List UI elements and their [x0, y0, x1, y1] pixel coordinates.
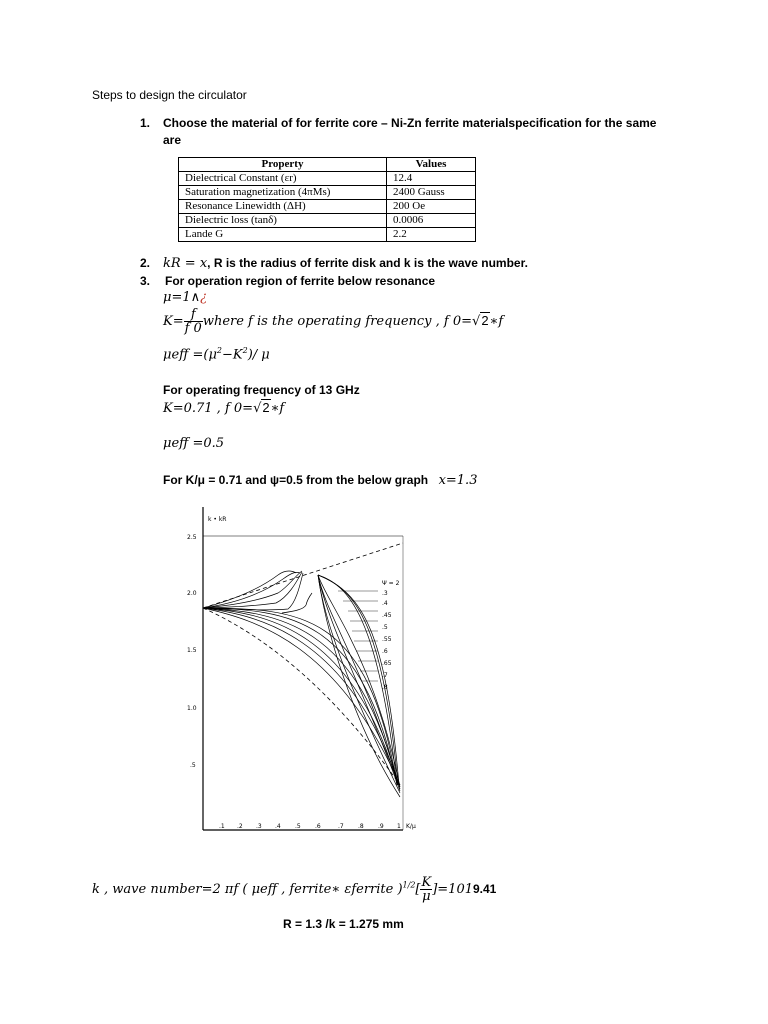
x-tick-label: .3: [256, 823, 262, 830]
equation-k-numerator: f: [184, 308, 203, 322]
wave-number-denominator: μ: [422, 889, 431, 904]
y-tick-label: 2.0: [187, 590, 197, 597]
curve-right: [318, 575, 400, 789]
equation-mu-main: μ=1∧: [163, 290, 201, 305]
curve-upper: [203, 571, 296, 608]
wave-number-left: k , wave number=2 πf ( μeff , ferrite∗ εferrite ): [92, 882, 403, 897]
step2-line: [163, 254, 528, 272]
curve-upper: [203, 572, 300, 608]
series-label: .8: [382, 684, 388, 691]
series-label: .65: [382, 660, 392, 667]
y-tick-label: 1.5: [187, 647, 197, 654]
equation-k-tail: ∗f: [489, 314, 504, 329]
x-tick-label: .5: [295, 823, 301, 830]
equation-k-value-left: K=0.71 , f 0=: [163, 401, 254, 416]
equation-mu-symbol: ¿: [200, 290, 208, 305]
x-tick-label: .9: [378, 823, 384, 830]
table-cell-property: Lande G: [179, 228, 387, 242]
series-label: .4: [382, 600, 388, 607]
wave-number-equation: [92, 876, 496, 903]
step1-text-line2: are: [163, 133, 182, 147]
equation-mueff: [163, 346, 270, 362]
equation-k-fraction: [184, 308, 203, 335]
table-row: [179, 200, 476, 214]
graph-y-label: k • kR: [208, 516, 227, 523]
curve-upper: [282, 593, 312, 613]
table-cell-value: 0.0006: [387, 214, 476, 228]
table-header-values: Values: [387, 158, 476, 172]
wave-number-exponent: 1/2: [402, 880, 416, 890]
equation-mueff-sup2: 2: [242, 346, 248, 355]
operating-frequency-text: For operating frequency of 13 GHz: [163, 383, 360, 397]
table-row: [179, 172, 476, 186]
equation-mueff-end: )/ μ: [247, 347, 270, 363]
x-axis-label: K/μ: [406, 823, 416, 830]
y-tick-label: 1.0: [187, 705, 197, 712]
equation-k-value-tail: ∗f: [270, 401, 285, 416]
curve-lower: [203, 608, 398, 785]
y-tick-label: .5: [190, 762, 196, 769]
equation-mu: [163, 290, 207, 305]
equation-k: K= $\frac{f}{f 0}$ where f is the operating frequency , f 0=√2∗f: [163, 307, 504, 336]
table-row: [179, 228, 476, 242]
series-label: .6: [382, 648, 388, 655]
table-cell-value: 12.4: [387, 172, 476, 186]
equation-mueff-left: μeff =(μ: [163, 347, 217, 363]
equation-k-sqrt: 2: [481, 313, 489, 328]
wave-number-bold-tail: 9.41: [472, 882, 497, 896]
y-tick-label: 2.5: [187, 534, 197, 541]
series-label: .3: [382, 590, 388, 597]
equation-k-value-sqrt: 2: [262, 400, 270, 415]
x-tick-label: .7: [338, 823, 344, 830]
step1-text-line1: Choose the material of for ferrite core – Ni-Zn ferrite materialspecification for the same: [163, 116, 657, 130]
graph-reference-text: For K/μ = 0.71 and ψ=0.5 from the below graph: [163, 473, 429, 487]
graph-reference-line: [163, 471, 477, 489]
x-tick-label: .2: [237, 823, 243, 830]
wave-number-bracket-open: [: [415, 882, 421, 897]
radius-result: R = 1.3 /k = 1.275 mm: [283, 917, 404, 931]
property-table: [178, 157, 476, 242]
page-heading: Steps to design the circulator: [92, 88, 247, 102]
equation-k-value: K=0.71 , f 0=√2∗f: [163, 400, 285, 416]
table-cell-value: 200 Oe: [387, 200, 476, 214]
x-tick-label: .4: [275, 823, 281, 830]
table-row: [179, 214, 476, 228]
table-header-row: [179, 158, 476, 172]
table-header-property: Property: [179, 158, 387, 172]
table-cell-property: Saturation magnetization (4πMs): [179, 186, 387, 200]
step2-number: 2.: [140, 256, 151, 270]
graph-x-value: x=1.3: [438, 473, 478, 488]
x-tick-label: .8: [358, 823, 364, 830]
series-label: .7: [382, 672, 388, 679]
step2-text: , R is the radius of ferrite disk and k is the wave number.: [207, 256, 528, 270]
step3-text: For operation region of ferrite below resonance: [165, 274, 436, 288]
table-cell-value: 2400 Gauss: [387, 186, 476, 200]
table-cell-property: Dielectric loss (tanδ): [179, 214, 387, 228]
step2-equation: kR = x: [163, 256, 208, 271]
table-cell-value: 2.2: [387, 228, 476, 242]
table-cell-property: Resonance Linewidth (ΔH): [179, 200, 387, 214]
series-label: .45: [382, 612, 392, 619]
equation-mueff-sup1: 2: [216, 346, 222, 355]
wave-number-fraction: [420, 876, 432, 903]
table-row: [179, 186, 476, 200]
equation-k-right: where f is the operating frequency , f 0=: [202, 314, 473, 329]
step3-number: 3.: [140, 274, 151, 288]
equation-mueff-mid: −K: [222, 347, 243, 363]
series-label: .55: [382, 636, 392, 643]
x-tick-label: .6: [315, 823, 321, 830]
wave-number-numerator: K: [421, 875, 432, 890]
kr-vs-k-mu-graph: [178, 505, 438, 835]
step1-number: 1.: [140, 116, 151, 130]
x-tick-label: 1: [397, 823, 401, 830]
equation-k-left: K=: [163, 314, 184, 329]
wave-number-bracket-close: ]=101: [432, 882, 473, 897]
curve-lower: [203, 608, 398, 785]
table-cell-property: Dielectrical Constant (εr): [179, 172, 387, 186]
equation-k-denominator: f 0: [184, 321, 202, 336]
series-label: Ψ = 2: [382, 580, 400, 587]
equation-mueff-value: μeff =0.5: [163, 436, 225, 451]
x-tick-label: .1: [219, 823, 225, 830]
series-label: .5: [382, 624, 388, 631]
